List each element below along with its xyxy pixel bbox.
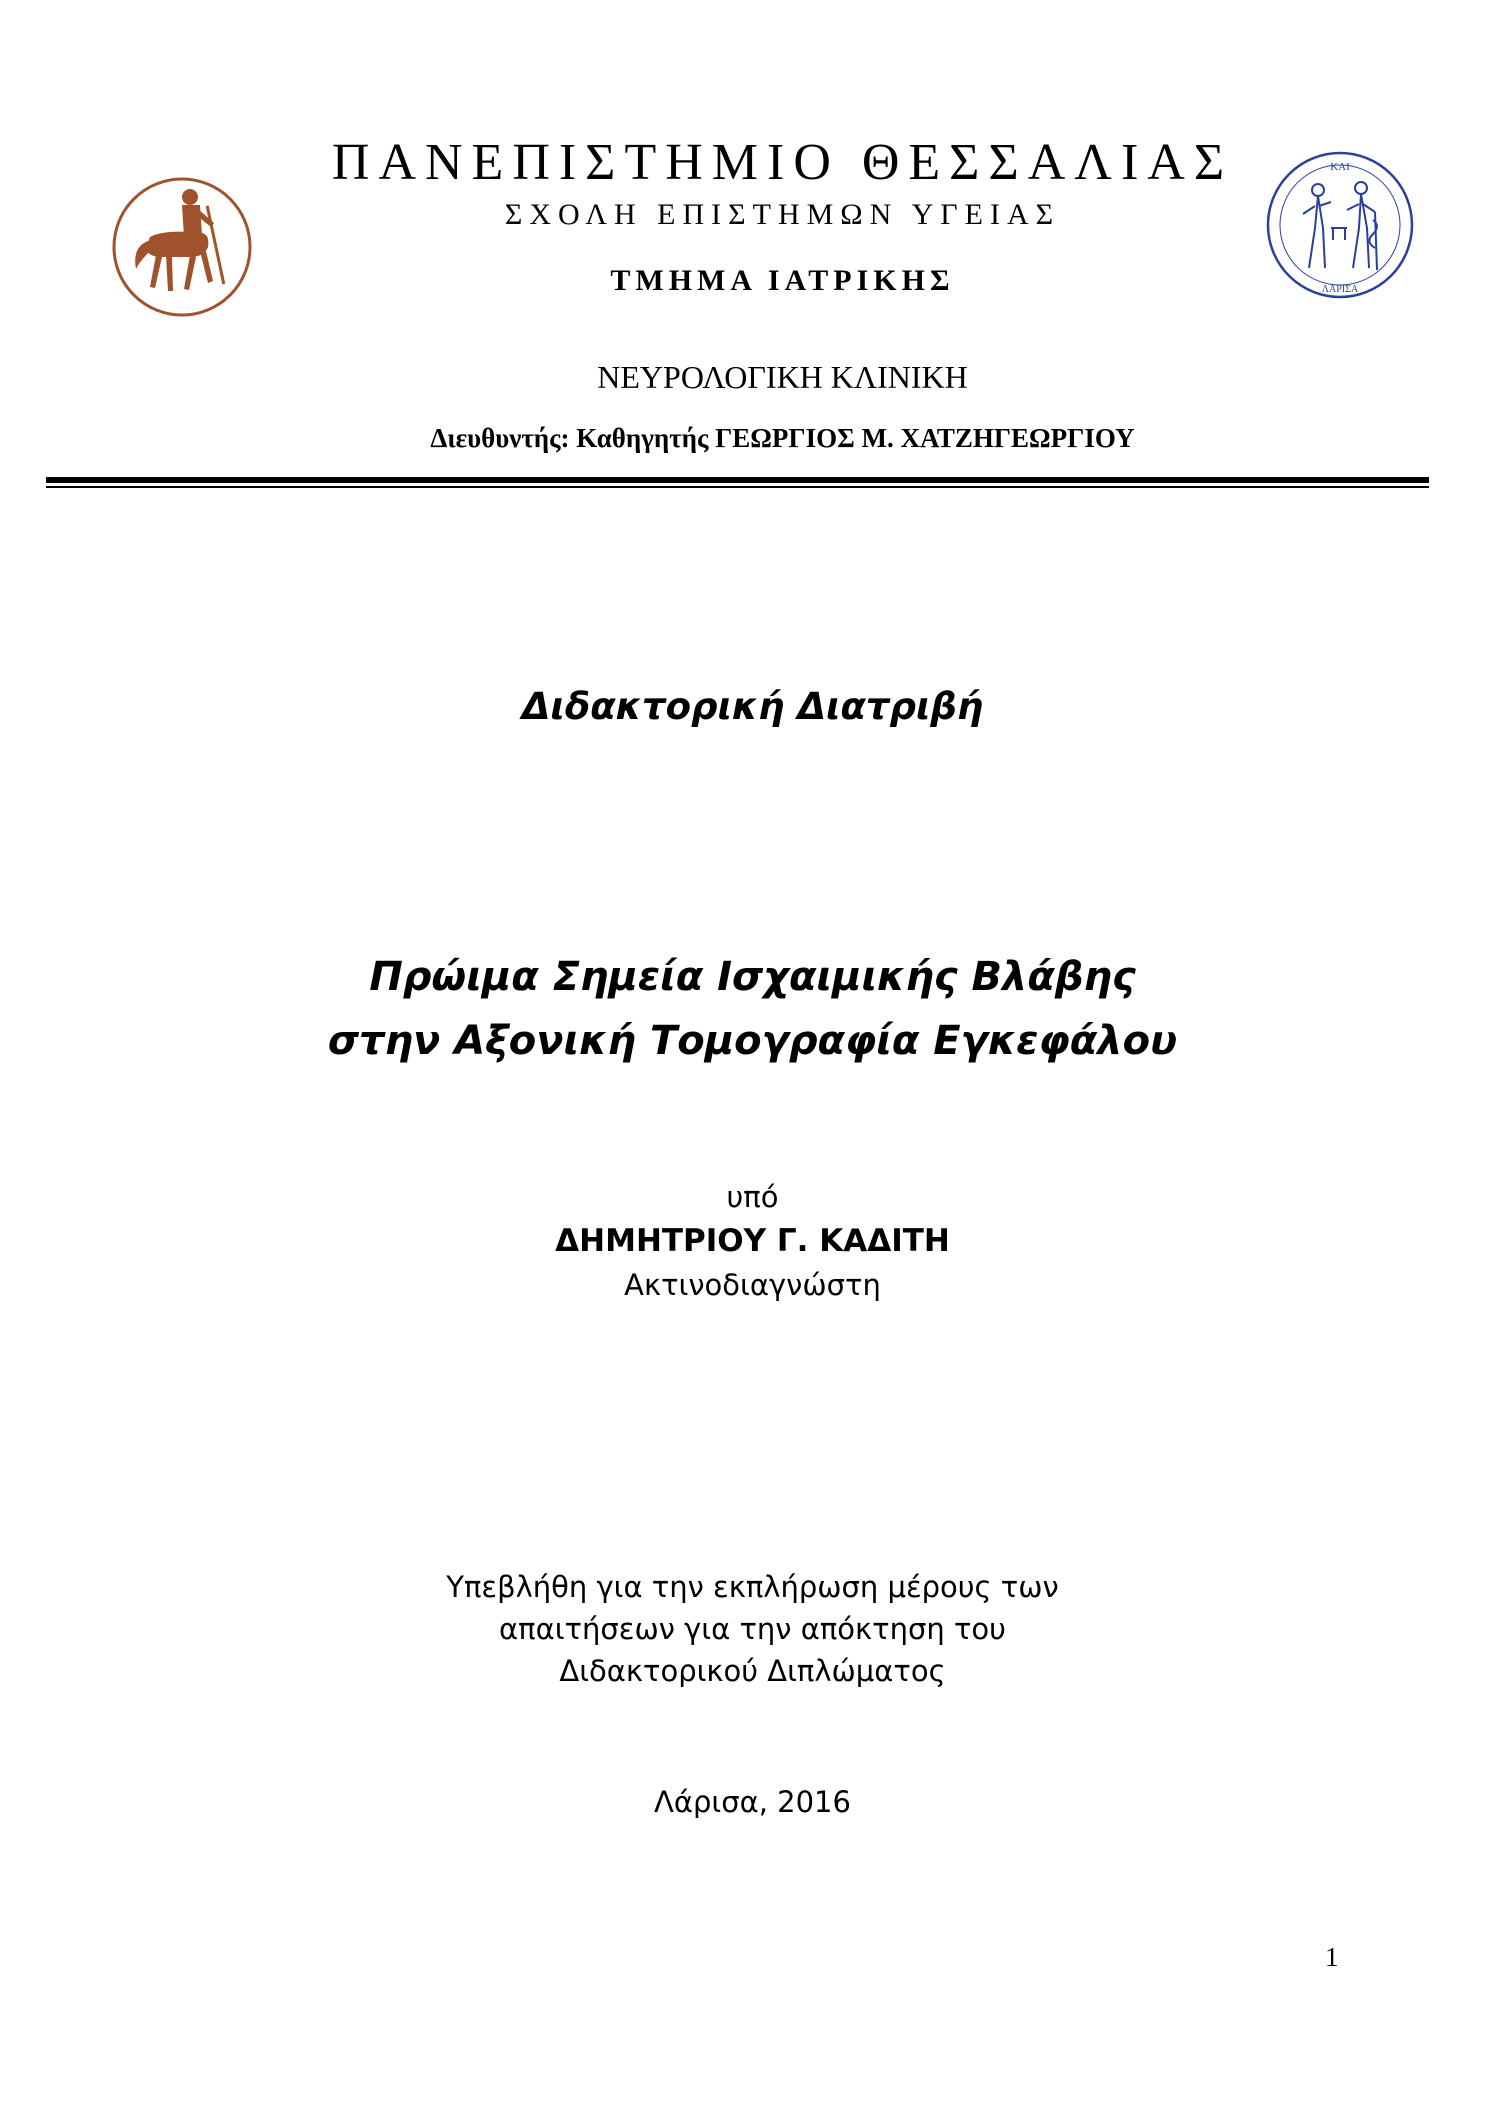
header-divider-thick bbox=[46, 477, 1429, 483]
thesis-title-line-1: Πρώιμα Σημεία Ισχαιμικής Βλάβης bbox=[369, 954, 1136, 1000]
seal-top-text: ΚΑΙ bbox=[1330, 161, 1350, 173]
seal-bottom-text: ΛΑΡΙΣΑ bbox=[1321, 284, 1359, 295]
header-divider-thin bbox=[46, 486, 1429, 488]
director-line: Διευθυντής: Καθηγητής ΓΕΩΡΓΙΟΣ Μ. ΧΑΤΖΗΓΕΩΡΓΙΟΥ bbox=[430, 423, 1135, 453]
clinic-name: ΝΕΥΡΟΛΟΓΙΚΗ ΚΛΙΝΙΚΗ bbox=[597, 359, 968, 395]
by-label: υπό bbox=[726, 1180, 779, 1214]
author-name: ΔΗΜΗΤΡΙΟΥ Γ. ΚΑΔΙΤΗ bbox=[555, 1223, 950, 1259]
department-name: ΤΜΗΜΑ ΙΑΤΡΙΚΗΣ bbox=[610, 264, 955, 297]
school-name: ΣΧΟΛΗ ΕΠΙΣΤΗΜΩΝ ΥΓΕΙΑΣ bbox=[504, 198, 1061, 231]
submission-line-3: Διδακτορικού Διπλώματος bbox=[559, 1654, 946, 1688]
submission-line-1: Υπεβλήθη για την εκπλήρωση μέρους των bbox=[446, 1570, 1059, 1604]
submission-line-2: απαιτήσεων για την απόκτηση του bbox=[499, 1612, 1006, 1646]
thesis-title-line-2: στην Αξονική Τομογραφία Εγκεφάλου bbox=[327, 1018, 1178, 1064]
university-name: ΠΑΝΕΠΙΣΤΗΜΙΟ ΘΕΣΣΑΛΙΑΣ bbox=[331, 134, 1234, 191]
thesis-type: Διδακτορική Διατριβή bbox=[521, 685, 984, 728]
author-profession: Ακτινοδιαγνώστη bbox=[624, 1268, 881, 1302]
page-number: 1 bbox=[1325, 1942, 1339, 1972]
place-date: Λάρισα, 2016 bbox=[654, 1785, 851, 1819]
